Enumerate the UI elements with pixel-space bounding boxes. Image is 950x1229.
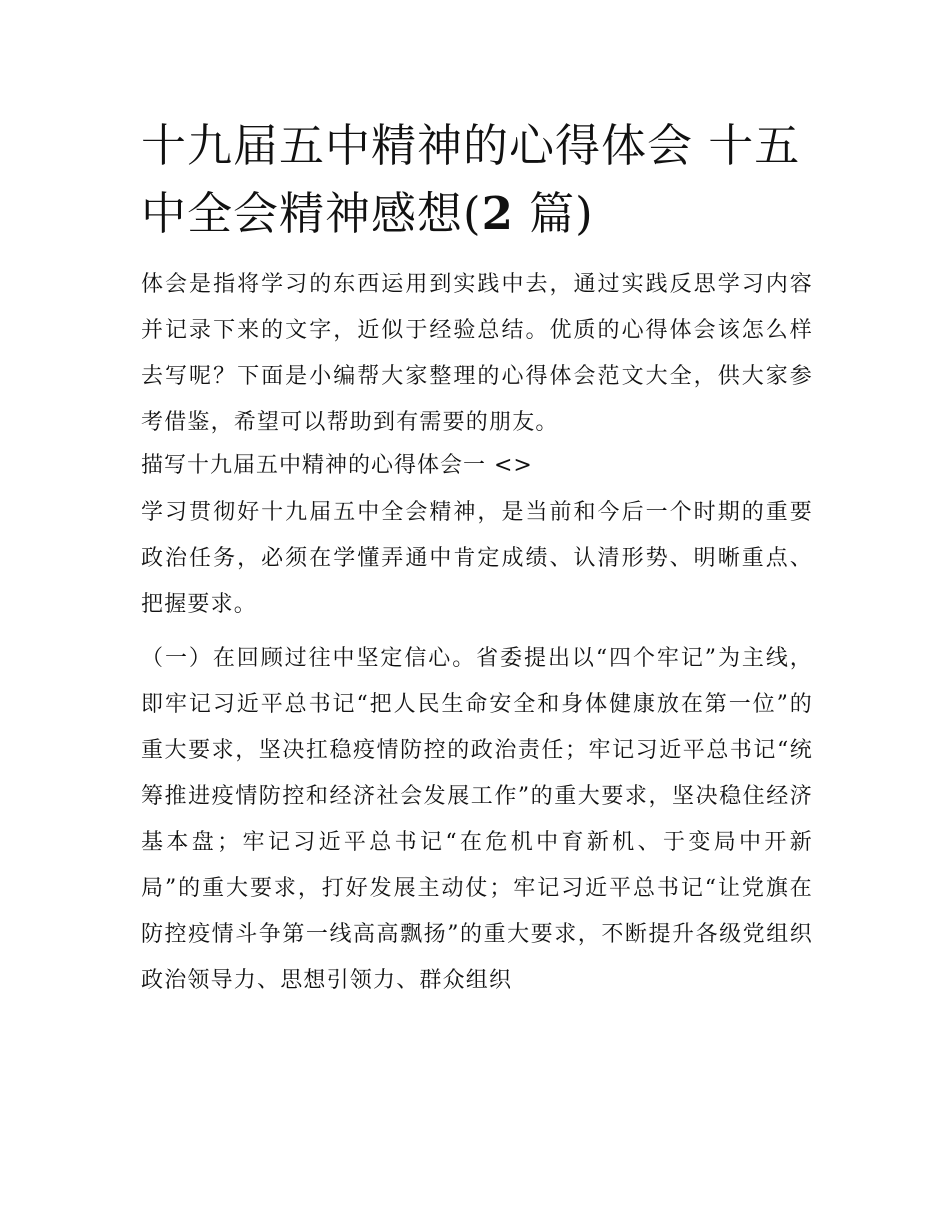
section-heading: 描写十九届五中精神的心得体会一 <>: [141, 453, 533, 478]
body-paragraph-2: （一）在回顾过往中坚定信心。省委提出以“四个牢记”为主线，即牢记习近平总书记“把人民生命安全和身体健康放在第一位”的重大要求，坚决扛稳疫情防控的政治责任；牢记习近平总书记“统筹推进疫情防控和经济社会发展工作”的重大要求，坚决稳住经济基本盘；牢记习近平总书记“在危机中育新机、于变局中开新局”的重大要求，打好发展主动仗；牢记习近平总书记“让党旗在防控疫情斗争第一线高高飘扬”的重大要求，不断提升各级党组织政治领导力、思想引领力、群众组织: [141, 646, 813, 993]
document-title: [141, 112, 813, 248]
title-suffix: 篇): [513, 187, 594, 240]
title-number: 2: [481, 187, 514, 240]
body-paragraph-1: 学习贯彻好十九届五中全会精神，是当前和今后一个时期的重要政治任务，必须在学懂弄通中肯定成绩、认清形势、明晰重点、把握要求。: [141, 500, 813, 617]
title-text: 十九届五中精神的心得体会 十五中全会精神感想(: [141, 119, 801, 240]
document-page: [141, 112, 813, 1004]
intro-paragraph: 体会是指将学习的东西运用到实践中去，通过实践反思学习内容并记录下来的文字，近似于经验总结。优质的心得体会该怎么样去写呢？下面是小编帮大家整理的心得体会范文大全，供大家参考借鉴，希望可以帮助到有需要的朋友。: [141, 272, 813, 435]
